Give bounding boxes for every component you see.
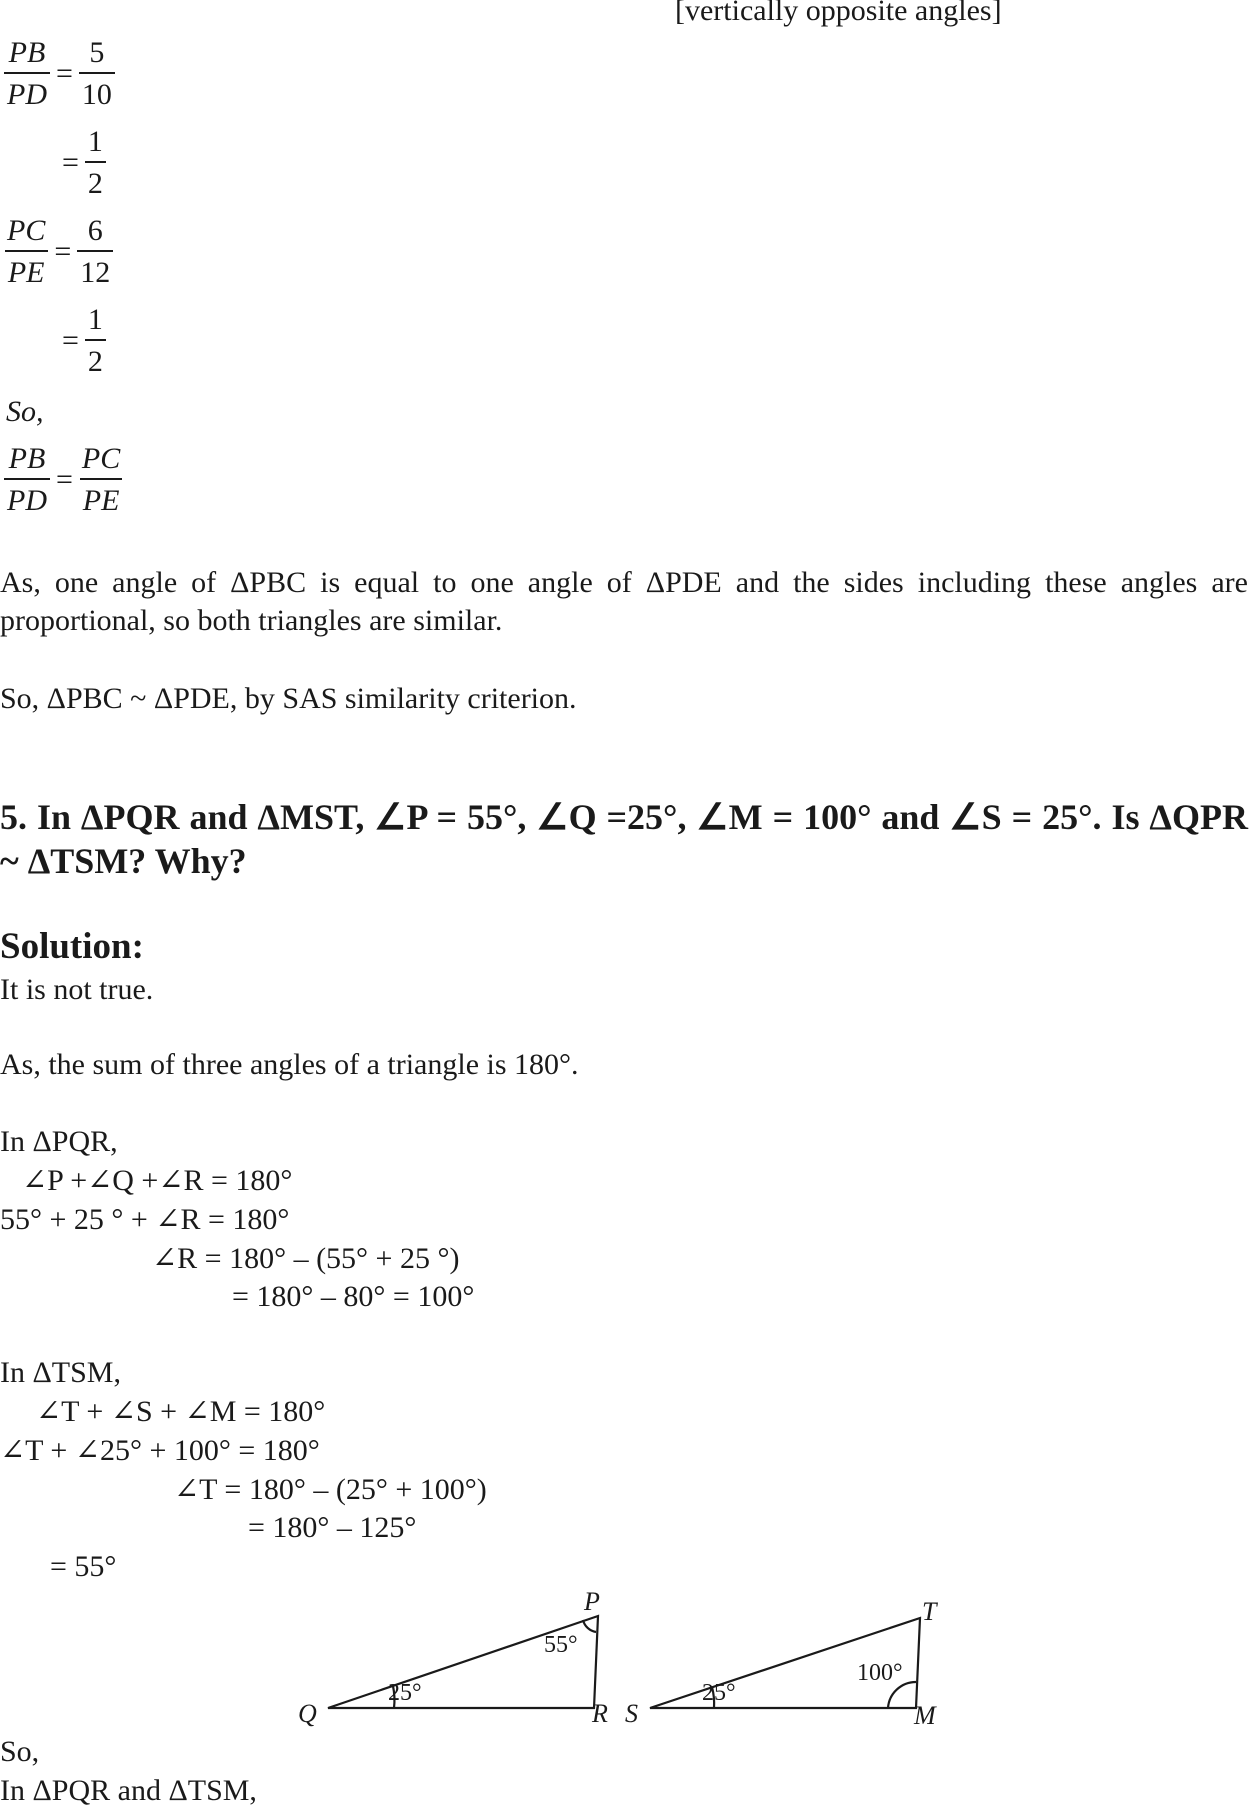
fraction-half-2 — [56, 305, 106, 377]
angle-s-label: 25° — [702, 1680, 736, 1706]
tsm-intro: In ΔTSM, — [0, 1356, 121, 1389]
equals-sign: = — [56, 57, 73, 90]
last-line: In ΔPQR and ΔTSM, — [0, 1774, 257, 1807]
frac-num: PC — [81, 442, 121, 475]
frac-num: 5 — [89, 36, 105, 69]
solution-line-2: As, the sum of three angles of a triangle is 180°. — [0, 1048, 579, 1081]
frac-den: 2 — [85, 161, 106, 199]
angle-p-label: 55° — [544, 1632, 578, 1658]
frac-den: PE — [80, 478, 123, 516]
pqr-intro: In ΔPQR, — [0, 1125, 118, 1158]
angle-q-label: 25° — [388, 1680, 422, 1706]
frac-den: PE — [5, 250, 48, 288]
vertex-m: M — [914, 1701, 936, 1730]
fraction-half-1 — [56, 127, 106, 199]
vertex-r: R — [592, 1699, 608, 1728]
fraction-final — [4, 444, 123, 516]
frac-den: 2 — [85, 339, 106, 377]
solution-line-1: It is not true. — [0, 973, 154, 1006]
equals-sign: = — [54, 235, 72, 268]
frac-num: PB — [8, 442, 46, 475]
similarity-paragraph: As, one angle of ΔPBC is equal to one angle of ΔPDE and the sides including these angles are proportional, so both triangles are similar. — [0, 566, 1248, 637]
pqr-step-4: = 180° – 80° = 100° — [232, 1280, 475, 1313]
vertex-q: Q — [298, 1699, 317, 1728]
frac-num: 1 — [87, 125, 103, 158]
frac-num: 1 — [87, 303, 103, 336]
tsm-step-1: ∠T + ∠S + ∠M = 180° — [36, 1395, 326, 1428]
triangle-pqr — [328, 1616, 598, 1708]
tsm-step-3: ∠T = 180° – (25° + 100°) — [174, 1473, 487, 1506]
tsm-step-4: = 180° – 125° — [248, 1511, 417, 1544]
sas-conclusion: So, ΔPBC ~ ΔPDE, by SAS similarity criterion. — [0, 682, 577, 715]
so-conclusion: So, — [0, 1735, 40, 1768]
so-label: So, — [6, 395, 44, 428]
frac-den: PD — [4, 478, 50, 516]
vertex-s: S — [625, 1699, 638, 1728]
equals-sign: = — [62, 146, 79, 179]
pqr-step-3: ∠R = 180° – (55° + 25 °) — [152, 1242, 460, 1275]
question-5-heading: 5. In ΔPQR and ΔMST, ∠P = 55°, ∠Q =25°, ∠M = 100° and ∠S = 25°. Is ΔQPR ~ ΔTSM? Why? — [0, 797, 1248, 881]
frac-num: PB — [8, 36, 46, 69]
tsm-step-2: ∠T + ∠25° + 100° = 180° — [0, 1434, 320, 1467]
equals-sign: = — [62, 324, 79, 357]
solution-heading: Solution: — [0, 926, 144, 967]
fraction-pb-pd — [4, 38, 115, 110]
pqr-step-2: 55° + 25 ° + ∠R = 180° — [0, 1203, 290, 1236]
frac-num: PC — [7, 214, 46, 247]
triangles-figure — [0, 1590, 1252, 1730]
frac-den: 12 — [77, 250, 113, 288]
frac-den: PD — [4, 72, 50, 110]
angle-m-label: 100° — [857, 1660, 903, 1686]
tsm-step-5: = 55° — [50, 1550, 117, 1583]
vertex-t: T — [922, 1597, 937, 1626]
pqr-step-1: ∠P +∠Q +∠R = 180° — [22, 1164, 293, 1197]
fraction-pc-pe — [4, 216, 113, 288]
top-note: [vertically opposite angles] — [675, 0, 1002, 27]
frac-den: 10 — [79, 72, 115, 110]
equals-sign: = — [56, 463, 73, 496]
vertex-p: P — [584, 1590, 600, 1616]
frac-num: 6 — [87, 214, 103, 247]
